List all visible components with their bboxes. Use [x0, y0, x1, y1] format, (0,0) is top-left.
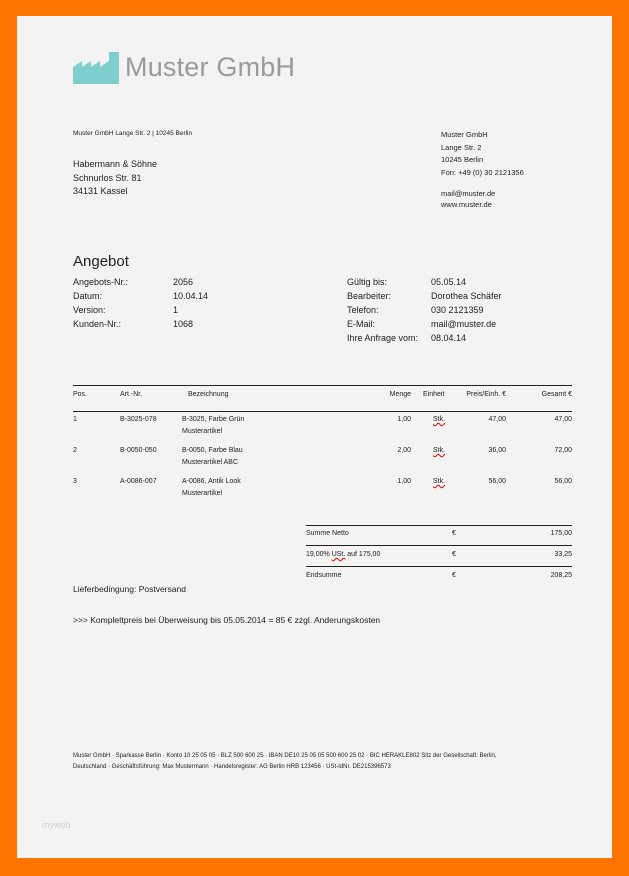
cell-art: B-3025-078	[120, 416, 157, 423]
meta-value: 08.04.14	[431, 333, 467, 343]
col-header-pos: Pos.	[73, 391, 88, 398]
meta-right	[347, 275, 502, 345]
meta-value: 2056	[173, 277, 194, 287]
meta-left	[73, 275, 208, 331]
meta-value: 10.04.14	[173, 291, 209, 301]
meta-value: 05.05.14	[431, 277, 467, 287]
document-title: Angebot	[73, 253, 129, 270]
meta-value: mail@muster.de	[431, 319, 497, 329]
cell-bezeichnung: B-3025, Farbe Grün	[182, 416, 245, 423]
watermark: myweb	[42, 820, 71, 830]
totals-value: 175,00	[550, 530, 572, 537]
recipient-line: Habermann & Söhne	[73, 159, 158, 169]
sender-info-line: Muster GmbH	[441, 130, 488, 139]
meta-value: 1	[173, 305, 179, 315]
col-header-art: Art.-Nr.	[120, 391, 143, 398]
logo-text: Muster GmbH	[125, 51, 296, 82]
col-header-menge: Menge	[389, 391, 411, 398]
delivery-terms: Lieferbedingung: Postversand	[73, 584, 186, 594]
meta-label: Gültig bis:	[347, 277, 388, 287]
footer-line: Muster GmbH · Sparkasse Berlin · Konto 10 25 05 05 · BLZ 500 600 25 · IBAN DE10 25 05 05 500 600 25 02 · BIC HERAKLE802 Sitz der Gesellschaft: Berlin,	[73, 753, 497, 759]
totals-value: 208,25	[550, 572, 572, 579]
totals-currency: €	[452, 530, 456, 537]
cell-einheit: Stk.	[433, 416, 446, 423]
footer	[73, 751, 497, 773]
totals-rule	[306, 566, 572, 567]
cell-bezeichnung-sub: Musterartikel	[182, 490, 223, 497]
table-header-rule	[73, 411, 572, 412]
cell-preis: 36,00	[488, 447, 506, 454]
sender-info	[441, 129, 524, 179]
cell-bezeichnung: B-0050, Farbe Blau	[182, 447, 243, 454]
sender-line: Muster GmbH Lange Str. 2 | 10245 Berlin	[73, 130, 193, 137]
totals-top-rule	[306, 525, 572, 526]
totals-value: 33,25	[554, 551, 572, 558]
meta-label: Bearbeiter:	[347, 291, 392, 301]
cell-gesamt: 72,00	[554, 447, 572, 454]
meta-label: Telefon:	[347, 305, 379, 315]
totals-label: Endsumme	[306, 572, 342, 579]
cell-preis: 56,00	[488, 478, 506, 485]
cell-bezeichnung: A-0086, Antik Look	[182, 478, 241, 485]
sender-email: mail@muster.de	[441, 189, 496, 198]
ust-abbrev: USt.	[331, 551, 346, 558]
cell-art: A-0086-007	[120, 478, 157, 485]
meta-value: 030 2121359	[431, 305, 484, 315]
cell-menge: 1,00	[397, 416, 411, 423]
payment-note: >>> Komplettpreis bei Überweisung bis 05.05.2014 = 85 € zzgl. Anderungskosten	[73, 615, 381, 625]
sender-info-line: Lange Str. 2	[441, 142, 482, 152]
col-header-einheit: Einheit	[423, 391, 445, 398]
cell-pos: 3	[73, 478, 77, 485]
meta-label: Kunden-Nr.:	[73, 319, 122, 329]
meta-label: Ihre Anfrage vom:	[347, 333, 419, 343]
meta-label: E-Mail:	[347, 319, 376, 329]
sender-website: www.muster.de	[441, 200, 492, 209]
recipient-line: Schnurlos Str. 81	[73, 172, 142, 183]
meta-label: Datum:	[73, 291, 103, 301]
col-header-preis: Preis/Einh. €	[466, 391, 506, 398]
totals-currency: €	[452, 551, 456, 558]
meta-label: Angebots-Nr.:	[73, 277, 129, 287]
cell-preis: 47,00	[488, 416, 506, 423]
meta-value: Dorothea Schäfer	[431, 291, 502, 301]
factory-icon	[73, 50, 119, 84]
cell-einheit: Stk.	[433, 478, 446, 485]
col-header-gesamt: Gesamt €	[541, 391, 572, 398]
cell-pos: 1	[73, 416, 77, 423]
cell-einheit: Stk.	[433, 447, 446, 454]
meta-label: Version:	[73, 305, 106, 315]
vat-label: 19,00% USt. auf 175,00	[306, 551, 381, 558]
recipient-address	[73, 158, 157, 199]
cell-bezeichnung-sub: Musterartikel ABC	[182, 459, 239, 466]
cell-gesamt: 56,00	[554, 478, 572, 485]
cell-menge: 1,00	[397, 478, 411, 485]
table-top-rule	[73, 385, 572, 386]
sender-contact	[441, 188, 495, 210]
sender-info-line: 10245 Berlin	[441, 155, 484, 164]
totals-rule	[306, 545, 572, 546]
col-header-bezeichnung: Bezeichnung	[188, 391, 229, 398]
totals-label: Summe Netto	[306, 530, 349, 537]
cell-menge: 2,00	[397, 447, 411, 454]
totals-currency: €	[452, 572, 456, 579]
cell-art: B-0050-050	[120, 447, 157, 454]
document-page	[17, 16, 612, 858]
meta-value: 1068	[173, 319, 194, 329]
company-logo	[73, 50, 295, 84]
cell-pos: 2	[73, 447, 77, 454]
footer-line: Deutschland · Geschäftsführung: Max Mustermann · Handelsregister: AG Berlin HRB 123456 · USt-IdNr. DE215396573	[73, 764, 391, 770]
cell-bezeichnung-sub: Musterartikel	[182, 428, 223, 435]
sender-info-line: Fon: +49 (0) 30 2121356	[441, 167, 524, 177]
cell-gesamt: 47,00	[554, 416, 572, 423]
recipient-line: 34131 Kassel	[73, 186, 128, 196]
